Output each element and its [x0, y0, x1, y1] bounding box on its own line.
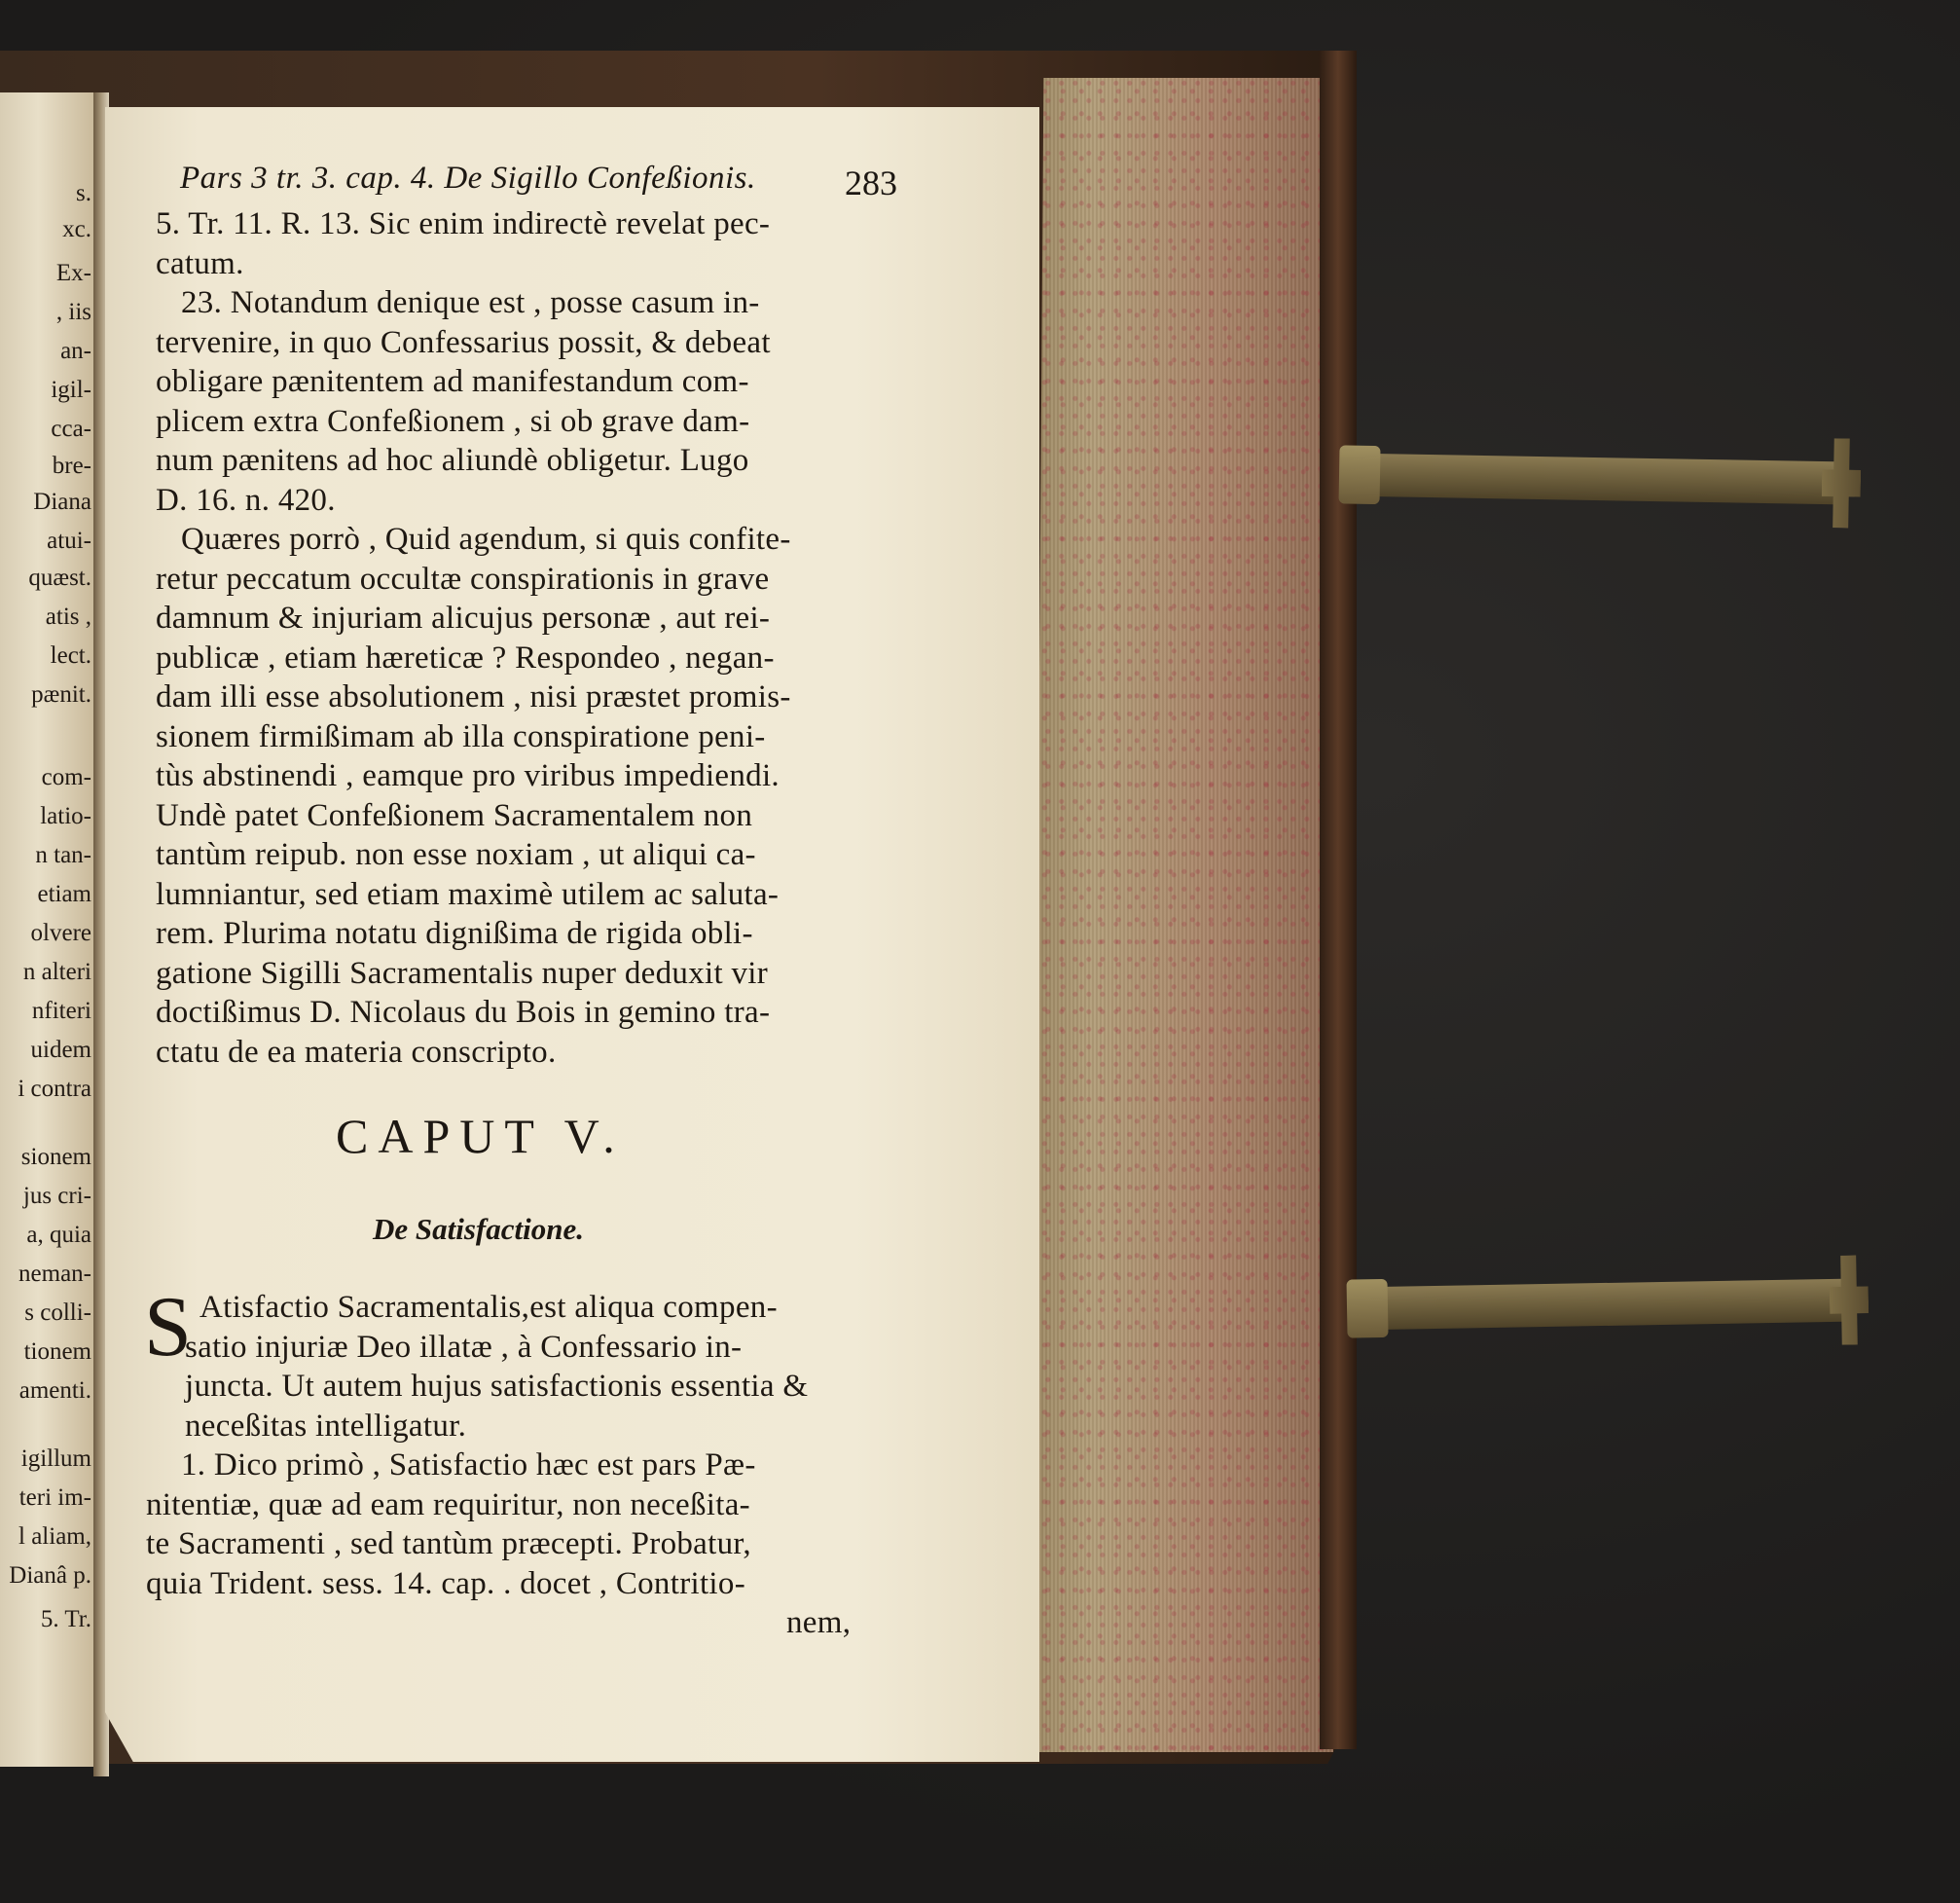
text-line: tùs abstinendi , eamque pro viribus impediendi. [156, 758, 780, 793]
cover-edge [1320, 51, 1357, 1749]
left-page-fragment: s. [76, 180, 91, 206]
left-page-fragment: Diana [33, 489, 91, 515]
left-page-fragment: lect. [50, 642, 91, 669]
text-line: tervenire, in quo Confessarius possit, & debeat [156, 324, 771, 360]
left-page-fragment: xc. [62, 216, 91, 242]
left-page-fragment: Dianâ p. [9, 1562, 91, 1589]
text-line: D. 16. n. 420. [156, 482, 336, 518]
left-page-fragment: neman- [18, 1261, 91, 1287]
left-page-fragment: quæst. [28, 565, 91, 591]
page-edges [1032, 78, 1333, 1752]
left-page-fragment: nfiteri [31, 998, 91, 1024]
text-line: 5. Tr. 11. R. 13. Sic enim indirectè revelat pec- [156, 206, 771, 241]
text-line: doctißimus D. Nicolaus du Bois in gemino tra- [156, 995, 771, 1030]
left-page-fragment: amenti. [18, 1377, 91, 1404]
text-line: obligare pænitentem ad manifestandum com- [156, 364, 749, 399]
left-page-fragment: uidem [30, 1037, 91, 1063]
left-page-fragment: l aliam, [18, 1523, 91, 1550]
left-page-fragment: igillum [20, 1446, 91, 1472]
text-line: gatione Sigilli Sacramentalis nuper deduxit vir [156, 955, 769, 991]
text-line: retur peccatum occultæ conspirationis in grave [156, 561, 770, 597]
text-line: 23. Notandum denique est , posse casum in- [181, 285, 760, 320]
text-line: neceßitas intelligatur. [185, 1408, 467, 1444]
text-line: sionem firmißimam ab illa conspiratione peni- [156, 718, 766, 754]
text-line: 1. Dico primò , Satisfactio hæc est pars Pæ- [181, 1447, 756, 1482]
chapter-subtitle: De Satisfactione. [373, 1212, 584, 1246]
text-line: satio injuriæ Deo illatæ , à Confessario in- [185, 1329, 743, 1365]
text-line: rem. Plurima notatu dignißima de rigida obli- [156, 916, 753, 951]
left-page-fragment: cca- [51, 416, 91, 442]
left-page-fragment: n alteri [22, 959, 91, 985]
left-page-fragment: latio- [40, 803, 91, 829]
left-page-fragment: 5. Tr. [40, 1606, 91, 1632]
text-line: num pænitens ad hoc aliundè obligetur. Lugo [156, 443, 749, 478]
text-line: tantùm reipub. non esse noxiam , ut aliqui ca- [156, 837, 756, 872]
left-page-fragment: bre- [52, 453, 91, 479]
left-page-fragment: atui- [47, 528, 91, 554]
text-line: dam illi esse absolutionem , nisi præstet promis- [156, 679, 791, 714]
left-page-fragment: i contra [18, 1076, 91, 1102]
left-page-fragment: n tan- [35, 842, 91, 868]
left-page-fragment: jus cri- [22, 1183, 91, 1209]
page-number: 283 [845, 164, 897, 202]
left-page-fragment: s colli- [24, 1299, 91, 1326]
text-line: damnum & injuriam alicujus personæ , aut rei- [156, 601, 771, 636]
running-header: Pars 3 tr. 3. cap. 4. De Sigillo Confeßionis. [180, 161, 756, 196]
upper-clasp-hinge [1339, 445, 1381, 504]
text-line: ctatu de ea materia conscripto. [156, 1034, 557, 1070]
left-page-fragment: com- [41, 764, 91, 790]
drop-cap: S [144, 1280, 192, 1374]
left-page-fragment: teri im- [18, 1484, 91, 1511]
text-line: plicem extra Confeßionem , si ob grave dam- [156, 403, 750, 439]
text-line: Undè patet Confeßionem Sacramentalem non [156, 797, 753, 833]
text-line: te Sacramenti , sed tantùm præcepti. Probatur, [146, 1526, 751, 1561]
left-page-fragment: sionem [20, 1144, 91, 1170]
left-page-fragment: an- [60, 338, 91, 364]
text-line: catum. [156, 245, 244, 281]
left-page-fragment: pænit. [31, 681, 91, 708]
lower-clasp-hinge [1347, 1279, 1389, 1338]
left-page-fragment: , iis [55, 299, 91, 325]
text-line: Quæres porrò , Quid agendum, si quis confite- [181, 522, 791, 557]
left-page-fragment: etiam [37, 881, 91, 907]
text-line: quia Trident. sess. 14. cap. . docet , Contritio- [146, 1565, 745, 1601]
left-page-fragment: atis , [45, 604, 91, 630]
text-line: Atisfactio Sacramentalis,est aliqua compen- [200, 1290, 778, 1325]
text-line: publicæ , etiam hæreticæ ? Respondeo , negan- [156, 640, 775, 676]
left-page-fragment: Ex- [55, 260, 91, 286]
chapter-heading: CAPUT V. [336, 1109, 625, 1163]
text-line: lumniantur, sed etiam maximè utilem ac saluta- [156, 876, 780, 912]
left-page-fragment: tionem [23, 1338, 91, 1365]
left-page-fragment: a, quia [26, 1222, 91, 1248]
text-line: nem, [786, 1605, 852, 1640]
text-line: juncta. Ut autem hujus satisfactionis essentia & [185, 1369, 809, 1404]
left-page-fragment: olvere [30, 920, 91, 946]
lower-clasp [1361, 1279, 1848, 1331]
text-line: nitentiæ, quæ ad eam requiritur, non neceßita- [146, 1486, 750, 1522]
upper-clasp [1353, 454, 1840, 505]
left-page-fragment: igil- [51, 377, 91, 403]
